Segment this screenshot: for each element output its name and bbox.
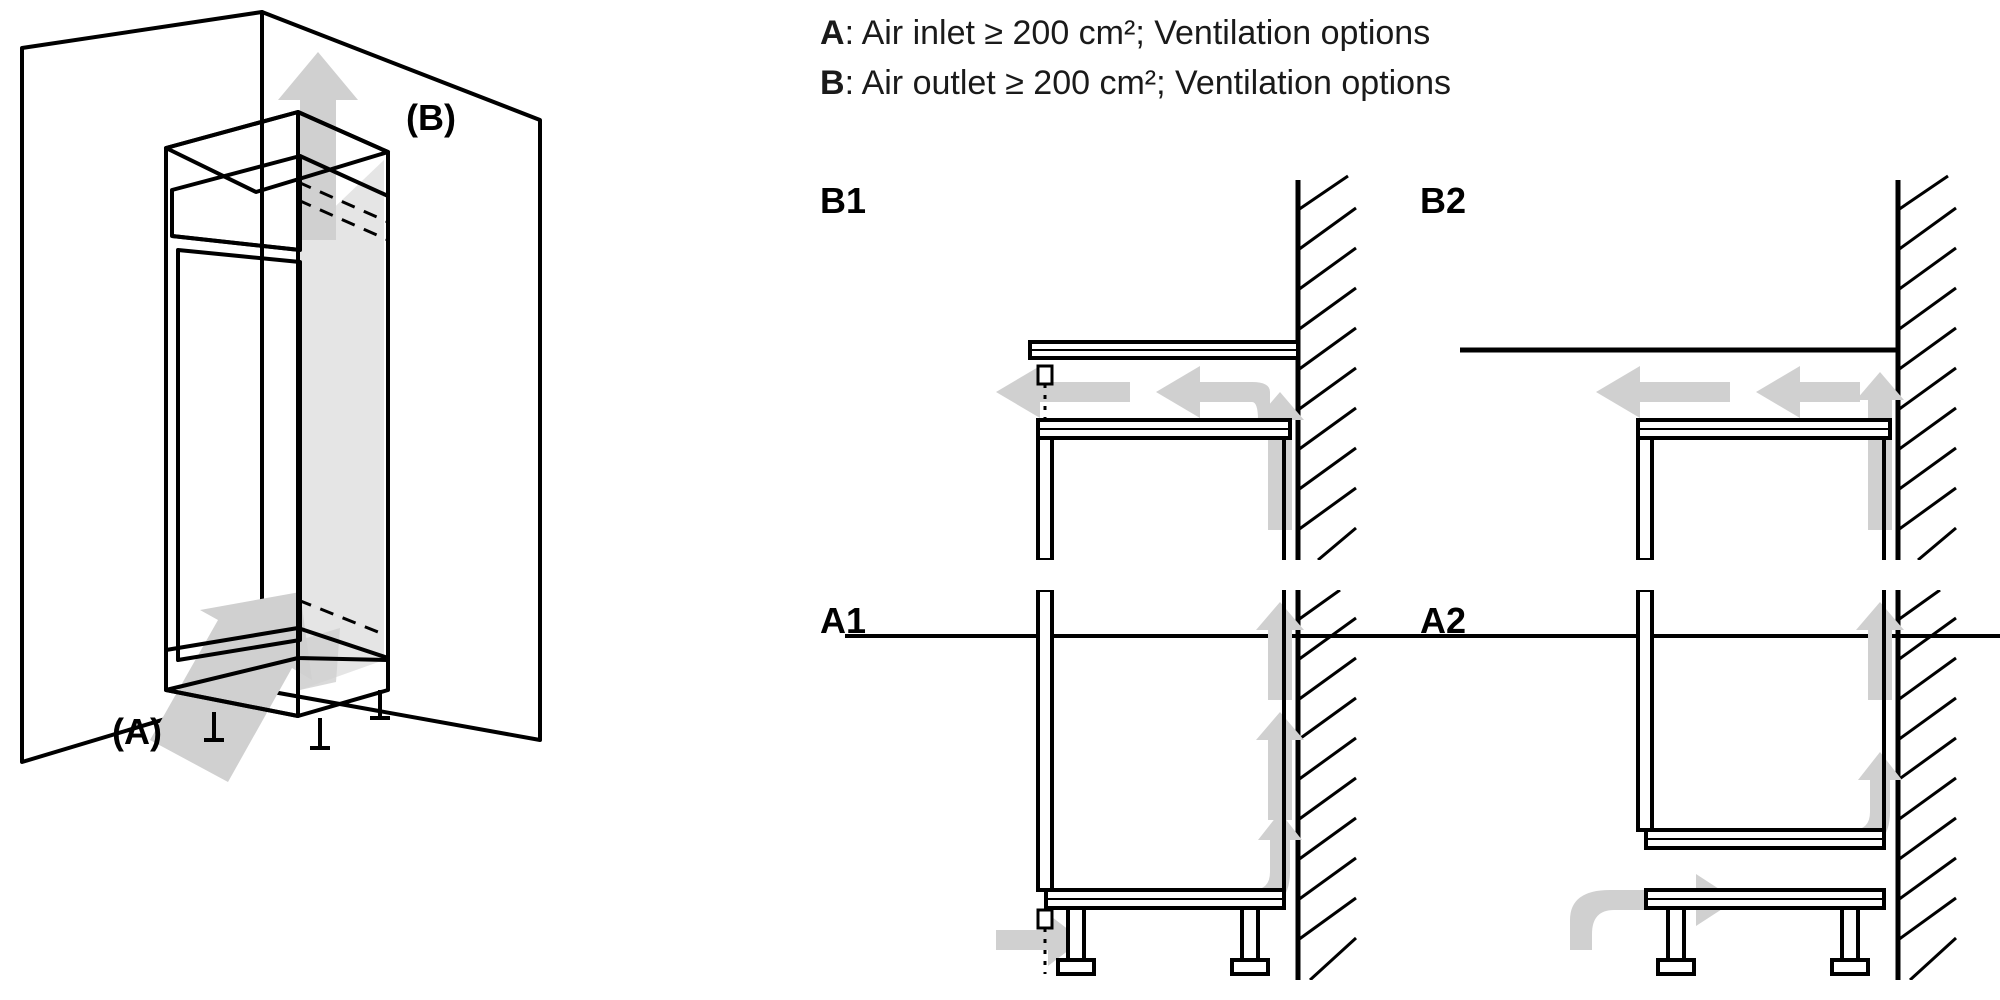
wall-hatch-b2 — [1898, 176, 1956, 560]
wall-hatch-b1 — [1298, 176, 1356, 560]
legend-text-a: : Air inlet ≥ 200 cm²; Ventilation options — [844, 14, 1431, 52]
legend-line-b — [820, 58, 1920, 108]
diagram-b2 — [1400, 170, 2000, 560]
legend-key-b: B — [820, 64, 845, 102]
callout-a-label: (A) — [112, 711, 162, 752]
diagram-a2-label: A2 — [1420, 600, 1467, 641]
cabinet-foot-center — [310, 718, 330, 748]
foot-right-a1 — [1242, 908, 1258, 960]
legend-key-a: A — [820, 14, 845, 52]
diagram-b1-label: B1 — [820, 180, 867, 221]
foot-left-a1 — [1068, 908, 1084, 960]
niche-left-b2 — [1638, 438, 1652, 560]
diagram-b2-label: B2 — [1420, 180, 1467, 221]
legend — [820, 8, 1920, 108]
wall-hatch-a1 — [1298, 590, 1356, 980]
legend-line-a — [820, 8, 1920, 58]
diagram-a2 — [1400, 590, 2000, 980]
cabinet-cavity — [178, 250, 300, 660]
diagram-b1 — [800, 170, 1400, 560]
niche-left-a2 — [1638, 590, 1652, 830]
legend-text-b: : Air outlet ≥ 200 cm²; Ventilation options — [844, 64, 1452, 102]
callout-b-label: (B) — [406, 97, 456, 138]
foot-left-a2 — [1668, 908, 1684, 960]
wall-hatch-a2 — [1898, 590, 1956, 980]
left-cabinet-illustration — [0, 0, 760, 1000]
ventilation-options-grid — [800, 170, 2000, 1000]
diagram-a1-label: A1 — [820, 600, 867, 641]
niche-left-a1 — [1038, 590, 1052, 890]
foot-right-a2 — [1842, 908, 1858, 960]
cabinet-right-panel — [298, 112, 388, 660]
diagram-a1 — [800, 590, 1400, 980]
niche-left-b1 — [1038, 438, 1052, 560]
